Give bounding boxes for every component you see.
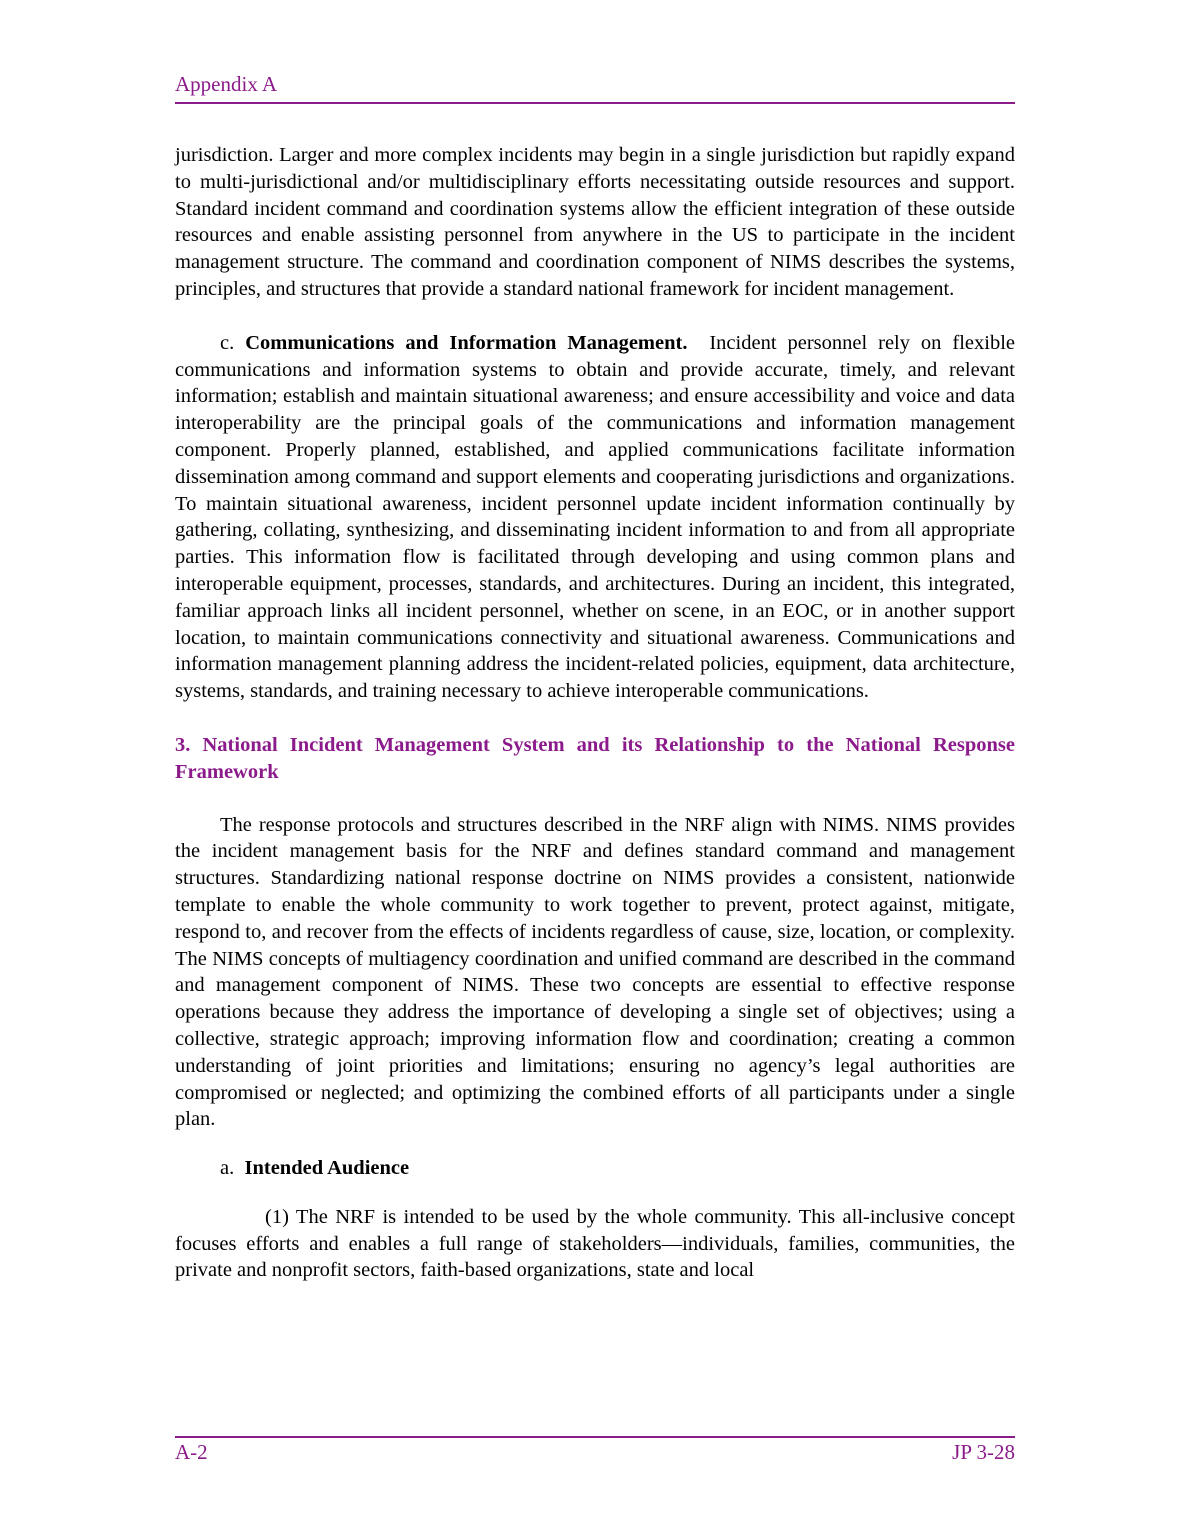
page-header — [175, 70, 1015, 104]
paragraph-continuation: jurisdiction. Larger and more complex incidents may begin in a single jurisdiction but rapidly expand to multi-jurisdictional and/or multidisciplinary efforts necessitating outside resources and support. Standard incident command and coordination systems allow the efficient integration of these outside resources and enable assisting personnel from anywhere in the US to participate in the incident management structure. The command and coordination component of NIMS describes the systems, principles, and structures that provide a standard national framework for incident management. — [175, 144, 1015, 300]
publication-id: JP 3-28 — [952, 1440, 1015, 1464]
section-3-paragraph: The response protocols and structures described in the NRF align with NIMS. NIMS provides the incident management basis for the NRF and defines standard command and management structures. Standardizing national response doctrine on NIMS provides a consistent, nationwide template to enable the whole community to work together to prevent, protect against, mitigate, respond to, and recover from the effects of incidents regardless of cause, size, location, or complexity. The NIMS concepts of multiagency coordination and unified command are described in the command and management component of NIMS. These two concepts are essential to effective response operations because they address the importance of developing a single set of objectives; using a collective, strategic approach; improving information flow and coordination; creating a common understanding of joint priorities and limitations; ensuring no agency’s legal authorities are compromised or neglected; and optimizing the combined efforts of all participants under a single plan. — [175, 813, 1015, 1131]
paragraph-a1: (1) The NRF is intended to be used by the whole community. This all-inclusive concept focuses efforts and enables a full range of stakeholders—individuals, families, communities, the private and nonprofit sectors, faith-based organizations, state and local — [175, 1205, 1015, 1282]
paragraph-c-title: Communications and Information Management. — [245, 331, 688, 354]
page-body — [175, 142, 1015, 1284]
page-number: A-2 — [175, 1440, 208, 1464]
paragraph-c — [175, 330, 1015, 705]
header-title: Appendix A — [175, 72, 278, 96]
paragraph-a-marker: a. — [220, 1157, 235, 1180]
section-3-heading: 3. National Incident Management System and its Relationship to the National Response Framework — [175, 733, 1015, 783]
paragraph-a-heading — [175, 1155, 1015, 1182]
paragraph-a-title: Intended Audience — [244, 1157, 410, 1180]
paragraph-c-text: Incident personnel rely on flexible communications and information systems to obtain and provide accurate, timely, and relevant information; establish and maintain situational awareness; and ensure accessibility and voice and data interoperability are the principal goals of the communications and information management component. Properly planned, established, and applied communications facilitate information dissemination among command and support elements and cooperating jurisdictions and organizations. To maintain situational awareness, incident personnel update incident information continually by gathering, collating, synthesizing, and disseminating incident information to and from all appropriate parties. This information flow is facilitated through developing and using common plans and interoperable equipment, processes, standards, and architectures. During an incident, this integrated, familiar approach links all incident personnel, whether on scene, in an EOC, or in another support location, to maintain communications connectivity and situational awareness. Communications and information management planning address the incident-related policies, equipment, data architecture, systems, standards, and training necessary to achieve interoperable communications. — [175, 331, 1015, 703]
paragraph-c-marker: c. — [220, 331, 235, 354]
page-footer — [175, 1436, 1015, 1464]
